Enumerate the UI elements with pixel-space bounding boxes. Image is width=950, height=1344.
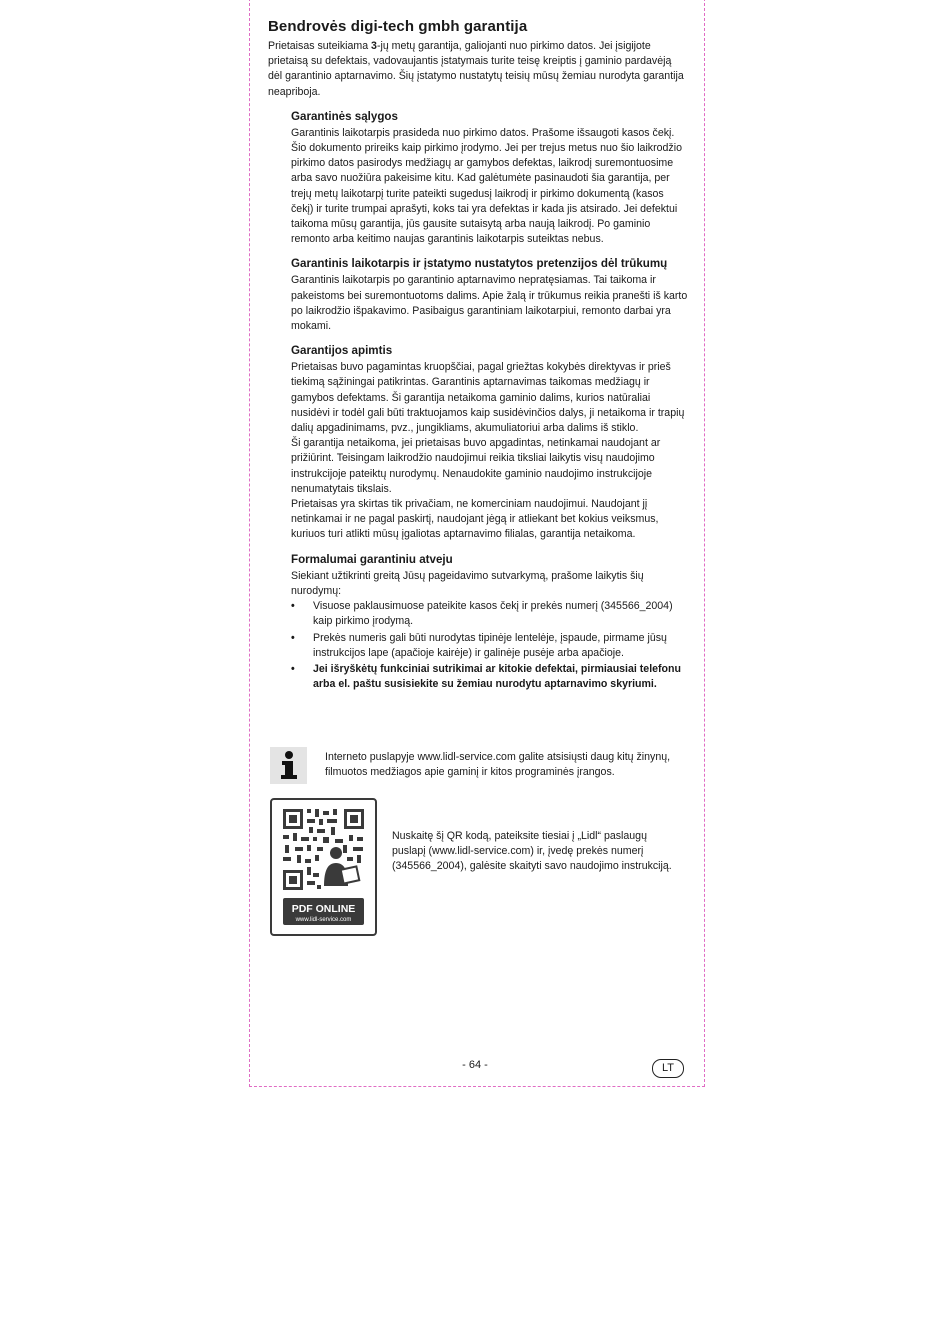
- section-paragraph: Garantinis laikotarpis po garantinio aptarnavimo nepratęsiamas. Tai taikoma ir pakeistoms bei suremontuotoms dalims. Apie žalą ir trūkumus reikia pranešti iš karto po laikrodžio išpakavimo. Pasibaigus garantiniam laikotarpiui, remonto darbai yra mokami.: [291, 274, 688, 333]
- page-number: - 64 -: [462, 1059, 488, 1071]
- intro-text-1: Prietaisas suteikiama: [268, 40, 372, 52]
- section-heading: Garantijos apimtis: [291, 344, 393, 358]
- section-paragraph: Prietaisas yra skirtas tik privačiam, ne komerciniam naudojimui. Naudojant jį netinkamai ir ne pagal paskirtį, naudojant jėgą ir atliekant bet kokius veiksmus, kuriuos turi atlikti mūsų įgaliotas aptarnavimo filialas, garantija netaikoma.: [291, 498, 659, 541]
- bullet: •: [291, 600, 295, 613]
- list-item-text: Visuose paklausimuose pateikite kasos čekį ir prekės numerį (345566_2004) kaip pirkimo įrodymą.: [313, 600, 673, 628]
- list-item: [291, 662, 688, 692]
- intro-text-2: -jų metų garantija, galiojanti nuo pirkimo datos. Jei įsigijote prietaisą su defektais, vadovaujantis įstatymais turite teisę kreiptis į gaminio pardavėją dėl garantinio aptarnavimo. Šių įstatymo nustatytų teisių mūsų žemiau nurodyta garantija neapriboja.: [268, 40, 684, 98]
- bullet: •: [291, 662, 295, 675]
- section-paragraph: Prietaisas buvo pagamintas kruopščiai, pagal griežtas kokybės direktyvas ir prieš tiekimą sąžiningai patikrintas. Garantinis aptarnavimas taikomas medžiagų ir gamybos defektams. Ši garantija netaikoma gaminio dalims, kurios natūraliai nusidėvi ir todėl gali būti traktuojamos kaip susidėvinčios dalys, ji netaikoma ir trapių dalių apgadinimams, pvz., jungikliams, akumuliatoriui arba dalims iš stiklo.: [291, 361, 685, 435]
- warranty-content: [268, 18, 688, 693]
- list-item-text: Jei išryškėtų funkciniai sutrikimai ar kitokie defektai, pirmiausiai telefonu arba el. paštu susisiekite su žemiau nurodytu aptarnavimo skyriumi.: [313, 662, 681, 691]
- section-heading: Garantinis laikotarpis ir įstatymo nustatytos pretenzijos dėl trūkumų: [291, 257, 668, 271]
- info-text: Interneto puslapyje www.lidl-service.com galite atsisiųsti daug kitų žinynų, filmuotos medžiagos apie gaminį ir kitos programinės įrangos.: [325, 751, 671, 779]
- bullet: •: [291, 631, 295, 644]
- section-paragraph: Siekiant užtikrinti greitą Jūsų pageidavimo sutvarkymą, prašome laikytis šių nurodymų:: [291, 569, 644, 597]
- qr-code-icon: [272, 800, 375, 934]
- qr-badge-url: www.lidl-service.com: [295, 917, 352, 923]
- list-item-text: Prekės numeris gali būti nurodytas tipinėje lentelėje, įspaude, pirmame jūsų instrukcijos lape (apačioje kairėje) ir galinėje pusėje arba apačioje.: [313, 631, 667, 659]
- section-heading: Garantinės sąlygos: [291, 109, 398, 123]
- section-heading: Formalumai garantiniu atveju: [291, 552, 453, 566]
- qr-badge-title: PDF ONLINE: [291, 903, 356, 915]
- page-title: Bendrovės digi-tech gmbh garantija: [268, 18, 528, 35]
- section-paragraph: Ši garantija netaikoma, jei prietaisas buvo apgadintas, netinkamai naudojant ar prižiūrint. Teisingam laikrodžio naudojimui reikia tiksliai laikytis visų naudojimo instrukcijoje pateiktų nurodymų. Nenaudokite gaminio naudojimo instrukcijoje nenumatytais tikslais.: [291, 437, 661, 495]
- intro-paragraph: [268, 39, 688, 100]
- list-item: [291, 631, 688, 661]
- conditions-section: [291, 109, 688, 693]
- qr-code-box[interactable]: [270, 798, 377, 936]
- intro-years: 3: [371, 40, 377, 52]
- requirements-list: [291, 599, 688, 692]
- section-paragraph: Garantinis laikotarpis prasideda nuo pirkimo datos. Prašome išsaugoti kasos čekį. Šio dokumento prireiks kaip pirkimo įrodymo. Jei per trejus metus nuo šio laikrodžio pirkimo datos pasirodys medžiagų ar gamybos defektas, laikrodį suremontuosime arba savo nuožiūra pakeisime kitu. Kad galėtumėte pasinaudoti šia garantija, per trejų metų laikotarpį turite pateikti sugedusį laikrodį ir pirkimo dokumentą (kasos čekį) ir turite trumpai aprašyti, koks tai yra defektas ir kada jis atsirado. Jei defektui taikoma mūsų garantija, jūs gausite sutaisytą arba naują laikrodį. Po gaminio remonto arba keitimo naujas garantinis laikotarpis suteiktas nebus.: [291, 126, 682, 246]
- qr-description: Nuskaitę šį QR kodą, pateiksite tiesiai į „Lidl“ paslaugų puslapį (www.lidl-service.com) ir, įvedę prekės numerį (345566_2004), galėsite skaityti savo naudojimo instrukciją.: [392, 830, 672, 873]
- language-badge: LT: [652, 1059, 684, 1078]
- list-item: [291, 599, 688, 629]
- info-icon: [270, 747, 307, 784]
